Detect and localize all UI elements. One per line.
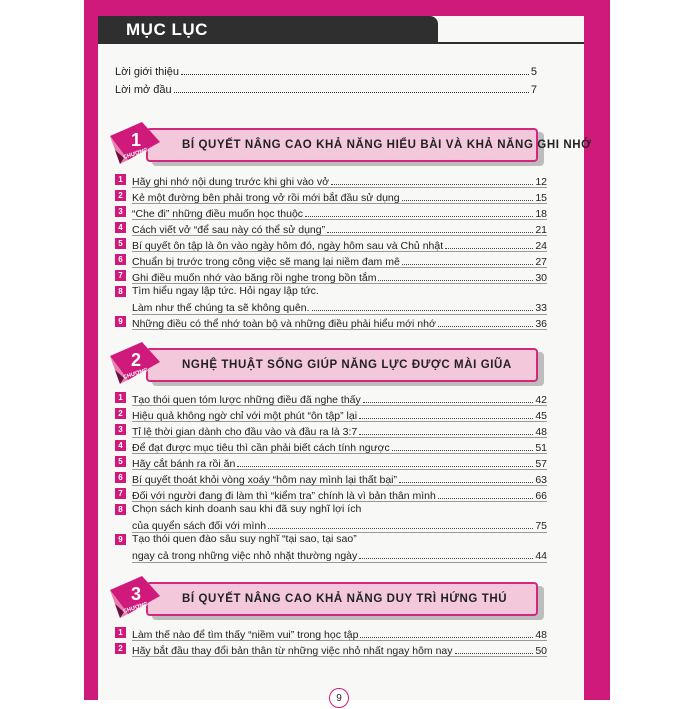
entry-title: Ghi điều muốn nhớ vào băng rồi nghe trong bồn tắm [132, 272, 377, 284]
toc-entry[interactable] [115, 407, 547, 422]
entry-number-badge: 7 [115, 488, 126, 499]
toc-entry[interactable] [115, 315, 547, 330]
dot-leader [181, 74, 529, 75]
entry-separator [132, 219, 547, 220]
entry-title-line: Tìm hiểu ngay lập tức. Hỏi ngay lập tức. [132, 285, 319, 297]
entry-separator [132, 203, 547, 204]
entry-number-badge: 3 [115, 206, 126, 217]
entry-title: Hiệu quả không ngờ chỉ với một phút “ôn tập” lại [132, 410, 358, 422]
entry-separator [132, 453, 547, 454]
chapter-banner [146, 348, 538, 382]
entry-page: 30 [535, 272, 547, 284]
entry-page: 7 [530, 84, 537, 96]
entry-number-badge: 6 [115, 254, 126, 265]
toc-entry[interactable] [115, 626, 547, 641]
dot-leader [331, 184, 533, 185]
entry-number-badge: 9 [115, 534, 126, 545]
chapter-heading [106, 120, 592, 170]
entry-page: 45 [535, 410, 547, 422]
toc-entry[interactable] [115, 423, 547, 438]
toc-entry[interactable] [115, 237, 547, 252]
entry-separator [132, 562, 547, 563]
toc-entry[interactable] [115, 439, 547, 454]
entry-title: Làm thế nào để tìm thấy “niềm vui” trong học tập [132, 629, 359, 641]
dot-leader [402, 200, 534, 201]
entry-page: 51 [535, 442, 547, 454]
entry-number-badge: 2 [115, 190, 126, 201]
toc-intro-entry[interactable] [115, 64, 537, 78]
entry-title-line: Chọn sách kinh doanh sau khi đã suy nghĩ lợi ích [132, 503, 362, 515]
entry-page: 33 [535, 302, 547, 314]
toc-entry[interactable] [115, 269, 547, 284]
entry-title: Để đạt được mục tiêu thì cần phải biết cách tính ngược [132, 442, 390, 454]
entry-page: 42 [535, 394, 547, 406]
dot-leader [399, 482, 533, 483]
chapter-number: 1 [130, 130, 142, 150]
entry-separator [132, 283, 547, 284]
entry-page: 12 [535, 176, 547, 188]
entry-separator [132, 187, 547, 188]
entry-page: 66 [535, 490, 547, 502]
entry-page: 36 [535, 318, 547, 330]
chapter-heading [106, 574, 542, 624]
dot-leader [378, 280, 533, 281]
entry-number-badge: 8 [115, 504, 126, 515]
chapter-title: BÍ QUYẾT NÂNG CAO KHẢ NĂNG DUY TRÌ HỨNG THÚ [182, 593, 508, 605]
entry-number-badge: 2 [115, 408, 126, 419]
entry-separator [132, 251, 547, 252]
dot-leader [359, 418, 533, 419]
entry-title: Tạo thói quen tóm lược những điều đã nghe thấy [132, 394, 361, 406]
entry-title: Cách viết vở “để sau này có thể sử dụng” [132, 224, 326, 236]
entry-title: Kẻ một đường bên phải trong vở rồi mới bắt đầu sử dụng [132, 192, 400, 204]
dot-leader [237, 466, 533, 467]
toc-entry[interactable] [115, 391, 547, 406]
toc-entry[interactable] [115, 455, 547, 470]
entry-title: Lời giới thiệu [115, 66, 179, 78]
dot-leader [438, 498, 533, 499]
toc-entry[interactable] [115, 642, 547, 657]
dot-leader [360, 637, 533, 638]
entry-page: 24 [535, 240, 547, 252]
entry-number-badge: 5 [115, 456, 126, 467]
dot-leader [455, 653, 534, 654]
entry-number-badge: 8 [115, 286, 126, 297]
entry-number-badge: 4 [115, 222, 126, 233]
entry-separator [132, 656, 547, 657]
entry-number-badge: 7 [115, 270, 126, 281]
entry-page: 18 [535, 208, 547, 220]
entry-separator [132, 640, 547, 641]
toc-entry[interactable] [115, 533, 547, 563]
toc-entry[interactable] [115, 253, 547, 268]
entry-separator [132, 421, 547, 422]
dot-leader [363, 402, 534, 403]
toc-entry[interactable] [115, 285, 547, 315]
toc-entry[interactable] [115, 503, 547, 533]
entry-page: 5 [530, 66, 537, 78]
entry-page: 75 [535, 520, 547, 532]
entry-number-badge: 1 [115, 174, 126, 185]
entry-number-badge: 9 [115, 316, 126, 327]
entry-title-line: ngay cả trong những việc nhỏ nhặt thường ngày [132, 550, 358, 562]
toc-entry[interactable] [115, 173, 547, 188]
entry-title-line: Làm như thế chúng ta sẽ không quên. [132, 302, 310, 314]
entry-title: Hãy bắt đầu thay đổi bản thân từ những việc nhỏ nhất ngay hôm nay [132, 645, 453, 657]
header-bar [98, 16, 438, 44]
chapter-heading [106, 340, 542, 390]
entry-separator [132, 437, 547, 438]
entry-separator [132, 469, 547, 470]
chapter-number: 2 [130, 350, 142, 370]
entry-page: 48 [535, 629, 547, 641]
chapter-word: CHƯƠNG [122, 147, 149, 161]
entry-page: 57 [535, 458, 547, 470]
chapter-word: CHƯƠNG [122, 367, 149, 381]
dot-leader [359, 434, 533, 435]
entry-number-badge: 1 [115, 392, 126, 403]
toc-entry[interactable] [115, 221, 547, 236]
chapter-title: NGHỆ THUẬT SỐNG GIÚP NĂNG LỰC ĐƯỢC MÀI GIŨA [182, 359, 512, 371]
entry-separator [132, 501, 547, 502]
entry-separator [132, 267, 547, 268]
chapter-banner [146, 582, 538, 616]
book-page [98, 16, 592, 704]
pencil-chapter-icon [106, 340, 164, 390]
page-number: 9 [329, 688, 349, 708]
entry-title: Chuẩn bị trước trong công việc sẽ mang lại niềm đam mê [132, 256, 400, 268]
dot-leader [438, 326, 533, 327]
toc-entry[interactable] [115, 487, 547, 502]
entry-title-line: Tạo thói quen đào sâu suy nghĩ “tại sao, tại sao” [132, 533, 357, 545]
dot-leader [402, 264, 534, 265]
entry-title: Hãy ghi nhớ nội dung trước khi ghi vào vở [132, 176, 329, 188]
dot-leader [268, 528, 533, 529]
entry-separator [132, 235, 547, 236]
dot-leader [327, 232, 533, 233]
pencil-chapter-icon [106, 120, 164, 170]
entry-title: Hãy cắt bánh ra rồi ăn [132, 458, 236, 470]
entry-page: 15 [535, 192, 547, 204]
entry-number-badge: 3 [115, 424, 126, 435]
toc-entry[interactable] [115, 189, 547, 204]
entry-number-badge: 4 [115, 440, 126, 451]
entry-title: Những điều có thể nhớ toàn bộ và những điều phải hiểu mới nhớ [132, 318, 436, 330]
entry-number-badge: 1 [115, 627, 126, 638]
entry-title: Bí quyết ôn tập là ôn vào ngày hôm đó, ngày hôm sau và Chủ nhật [132, 240, 444, 252]
entry-separator [132, 329, 547, 330]
page-title: MỤC LỤC [126, 20, 208, 39]
chapter-title: BÍ QUYẾT NÂNG CAO KHẢ NĂNG HIỂU BÀI VÀ KHẢ NĂNG GHI NHỚ [182, 139, 592, 151]
entry-page: 63 [535, 474, 547, 486]
chapter-banner [146, 128, 592, 162]
entry-separator [132, 405, 547, 406]
dot-leader [174, 92, 529, 93]
pencil-chapter-icon [106, 574, 164, 624]
toc-entry[interactable] [115, 205, 547, 220]
toc-intro-entry[interactable] [115, 82, 537, 96]
entry-page: 50 [535, 645, 547, 657]
entry-title: Lời mở đầu [115, 84, 172, 96]
dot-leader [312, 310, 534, 311]
entry-title: Đối với người đang đi làm thì “kiểm tra” chính là vì bản thân mình [132, 490, 436, 502]
entry-number-badge: 6 [115, 472, 126, 483]
toc-entry[interactable] [115, 471, 547, 486]
entry-title: Tỉ lệ thời gian dành cho đầu vào và đầu ra là 3:7 [132, 426, 358, 438]
entry-page: 48 [535, 426, 547, 438]
header-rule [438, 42, 584, 44]
chapter-number: 3 [130, 584, 142, 604]
entry-title-line: của quyển sách đối với mình [132, 520, 267, 532]
chapter-word: CHƯƠNG [122, 601, 149, 615]
entry-separator [132, 485, 547, 486]
entry-page: 27 [535, 256, 547, 268]
entry-page: 21 [535, 224, 547, 236]
dot-leader [392, 450, 534, 451]
dot-leader [445, 248, 533, 249]
dot-leader [359, 558, 533, 559]
entry-page: 44 [535, 550, 547, 562]
entry-title: “Che đi” những điều muốn học thuộc [132, 208, 304, 220]
entry-number-badge: 5 [115, 238, 126, 249]
entry-title: Bí quyết thoát khỏi vòng xoáy “hôm nay mình lại thất bại” [132, 474, 397, 486]
entry-number-badge: 2 [115, 643, 126, 654]
dot-leader [305, 216, 533, 217]
